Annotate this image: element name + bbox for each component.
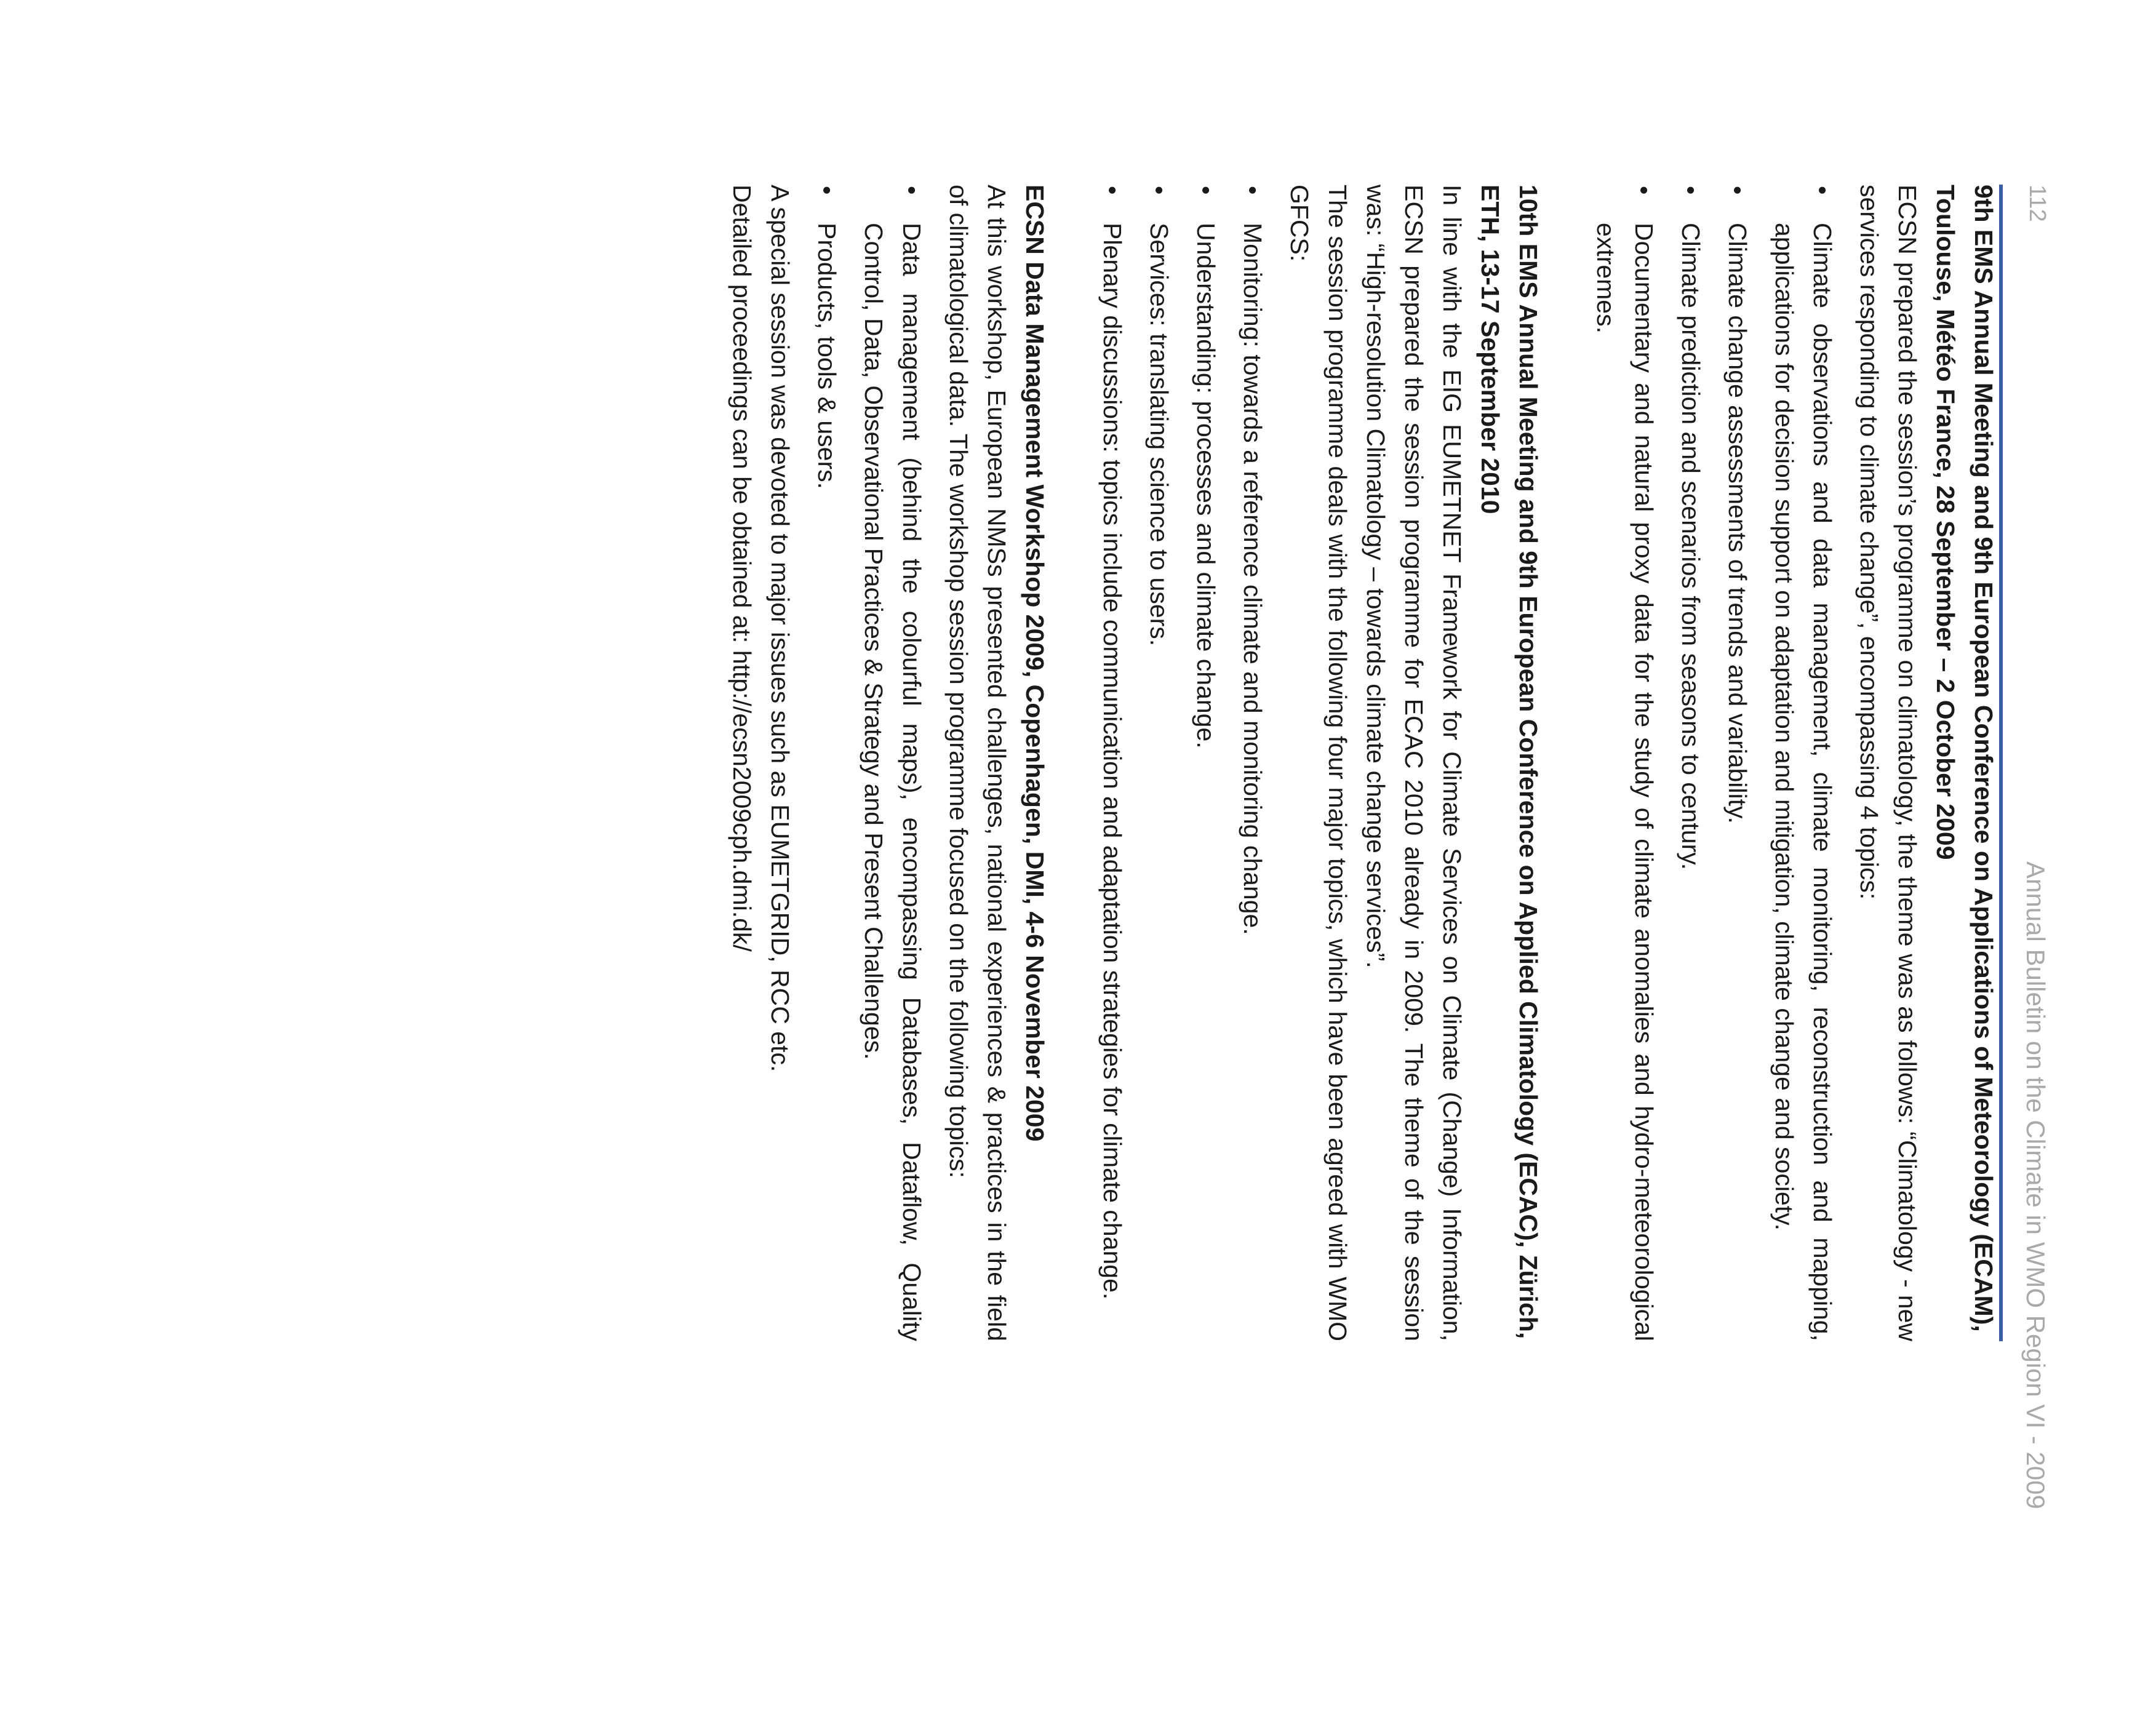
list-item (1093, 185, 1132, 1341)
list-item (808, 185, 846, 1341)
bullet-icon: • (813, 186, 841, 195)
proceedings-link-text: Detailed proceedings can be obtained at: http://ecsn2009cph.dmi.dk/ (728, 185, 756, 952)
topic-list (1587, 185, 1842, 1341)
list-item (1234, 185, 1272, 1341)
section-data-management-workshop (723, 185, 1054, 1341)
bullet-icon: • (1098, 186, 1127, 195)
topic-list (1093, 185, 1272, 1341)
section-intro: ECSN prepared the session’s programme on climatology, the theme was as follows: “Climatology - new services responding to climate change”, encompassing 4 topics: (1855, 185, 1922, 1341)
list-item (1719, 185, 1757, 1341)
section-intro: At this workshop, European NMSs presented challenges, national experiences & practices in the field of climatological data. The workshop session programme focused on the following topics: (944, 185, 1011, 1341)
bullet-icon: • (1677, 186, 1705, 195)
bullet-icon: • (1145, 186, 1173, 195)
list-item-text: Services: translating science to users. (1145, 223, 1173, 647)
bullet-icon: • (898, 186, 926, 195)
special-session-note: A special session was devoted to major issues such as EUMETGRID, RCC etc. (766, 185, 794, 1072)
bullet-icon: • (1808, 186, 1837, 195)
section-heading: 10th EMS Annual Meeting and 9th European Conference on Applied Climatology (ECAC), Zürich, ETH, 13-17 September 2010 (1476, 185, 1543, 1339)
list-item-text: Data management (behind the colourful maps), encompassing Databases, Dataflow, Quality Control, Data, Observational Practices & Strategy and Present Challenges. (860, 223, 926, 1341)
section-intro: In line with the EIG EUMETNET Framework for Climate Services on Climate (Change) Information, ECSN prepared the session programme for ECAC 2010 already in 2009. The theme of the session was: “High-resolution Climatology – towards climate change services”. (1362, 185, 1466, 1341)
page-content (684, 185, 2003, 1341)
list-item (855, 185, 931, 1341)
list-item (1765, 185, 1842, 1341)
list-item-text: Climate observations and data management, climate monitoring, reconstruction and mapping, applications for decision support on adaptation and mitigation, climate change and society. (1770, 223, 1837, 1341)
list-item (1187, 185, 1225, 1341)
section-heading: ECSN Data Management Workshop 2009, Copenhagen, DMI, 4-6 November 2009 (1021, 185, 1049, 1142)
list-item-text: Climate prediction and scenarios from seasons to century. (1677, 223, 1705, 871)
list-item (1140, 185, 1178, 1341)
section-intro-continued: The session programme deals with the following four major topics, which have been agreed with WMO GFCS: (1285, 185, 1352, 1341)
topic-list (808, 185, 931, 1341)
list-item-text: Products, tools & users. (813, 223, 841, 489)
bullet-icon: • (1239, 186, 1267, 195)
page-header (1999, 185, 2055, 1509)
section-heading: 9th EMS Annual Meeting and 9th European Conference on Applications of Meteorology (ECAM), Toulouse, Météo France, 28 September – 2 October 2009 (1931, 185, 1998, 1332)
list-item-text: Understanding: processes and climate change. (1192, 223, 1220, 749)
bullet-icon: • (1630, 186, 1658, 195)
bullet-icon: • (1192, 186, 1220, 195)
list-item-text: Documentary and natural proxy data for the study of climate anomalies and hydro-meteorological extremes. (1592, 223, 1658, 1341)
list-item (1587, 185, 1663, 1341)
page-number: 112 (2024, 185, 2050, 222)
bullet-icon: • (1723, 186, 1752, 195)
section-ems-ecac-2010 (1093, 185, 1547, 1341)
section-ems-ecam-2009 (1587, 185, 2003, 1341)
list-item-text: Climate change assessments of trends and variability. (1723, 223, 1752, 824)
list-item-text: Monitoring: towards a reference climate and monitoring change. (1239, 223, 1267, 935)
list-item (1672, 185, 1710, 1341)
list-item-text: Plenary discussions: topics include communication and adaptation strategies for climate change. (1098, 223, 1127, 1300)
running-title: Annual Bulletin on the Climate in WMO Region VI - 2009 (2021, 861, 2050, 1509)
document-page (443, 185, 2055, 1711)
